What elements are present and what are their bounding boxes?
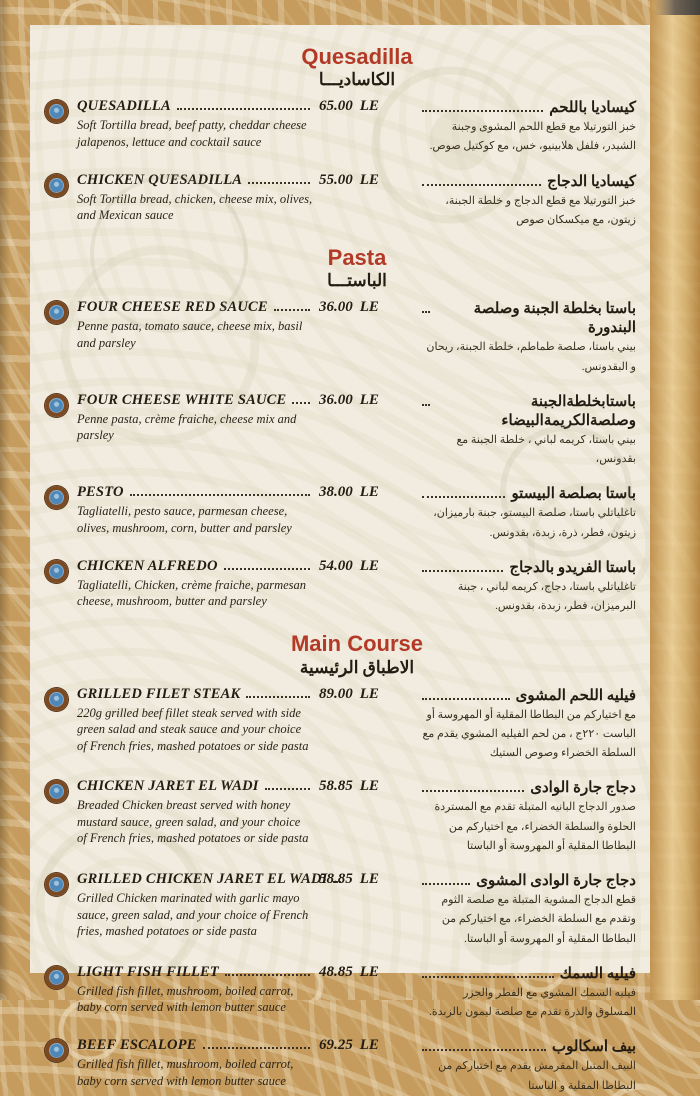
item-name-ar: فيليه اللحم المشوى xyxy=(515,687,636,704)
price-amount: 58.85 xyxy=(319,871,353,888)
item-english-block xyxy=(77,299,313,351)
item-name-ar: دجاج جارة الوادى المشوى xyxy=(476,873,636,890)
item-name-en: CHICKEN QUESADILLA xyxy=(77,171,243,188)
item-price xyxy=(313,558,414,575)
item-name-line-en xyxy=(77,1037,313,1054)
item-name-line-en xyxy=(77,484,313,501)
photo-corner-shadow xyxy=(654,0,700,15)
brand-seal-icon xyxy=(45,966,68,989)
item-description-en: 220g grilled beef fillet steak served with side green salad and steak sauce and your choice of French fries, mashed potatoes or side pasta xyxy=(77,705,309,753)
price-amount: 58.85 xyxy=(319,778,353,795)
item-name-line-en xyxy=(77,686,313,703)
item-description-en: Grilled fish fillet, mushroom, boiled carrot, baby corn served with lemon butter sauce xyxy=(77,983,294,1015)
item-name-line-ar xyxy=(420,964,636,983)
dotted-leader-ar xyxy=(422,976,554,978)
item-price xyxy=(313,964,414,981)
item-description-en: Grilled fish fillet, mushroom, boiled carrot, baby corn served with lemon butter sauce xyxy=(77,1057,294,1088)
item-english-block xyxy=(77,172,313,224)
item-price xyxy=(313,686,414,703)
menu-item-row xyxy=(30,964,640,1023)
price-currency: LE xyxy=(359,299,379,316)
dotted-leader xyxy=(177,108,310,110)
item-english-block xyxy=(77,778,313,847)
item-name-en: LIGHT FISH FILLET xyxy=(77,963,219,980)
item-price xyxy=(313,299,414,316)
dotted-leader-ar xyxy=(422,790,524,792)
item-description-en: Penne pasta, tomato sauce, cheese mix, basil and parsley xyxy=(77,319,303,350)
item-name-line-ar xyxy=(420,299,636,337)
brand-seal-icon xyxy=(45,688,68,711)
item-description-en: Tagliatelli, Chicken, crème fraiche, parmesan cheese, mushroom, butter and parsley xyxy=(77,577,307,609)
item-description-ar: تاغلياتلي باستا، صلصة البيستو، جبنة بارميزان، زيتون، فطر، ذرة، زبدة، بقدونس. xyxy=(433,507,636,539)
item-description-ar: صدور الدجاج البانيه المتبلة تقدم مع المستردة الحلوة والسلطة الخضراء، مع اختياركم من البطاطا المقلية أو المهروسة أو الباستا xyxy=(434,801,636,852)
item-price xyxy=(313,778,414,795)
item-arabic-block xyxy=(414,558,640,617)
item-description-ar: مع اختياركم من البطاطا المقلية أو المهروسة أو الباست ٢٢٠ج ، من لحم الفيليه المشوي يقدم مع السلطة الخضراء وصوص الستيك xyxy=(422,708,636,760)
item-description-en: Penne pasta, crème fraiche, cheese mix and parsley xyxy=(77,411,297,443)
dotted-leader-ar xyxy=(422,883,470,885)
dotted-leader-ar xyxy=(422,496,505,498)
dotted-leader xyxy=(203,1047,310,1049)
item-name-en: GRILLED CHICKEN JARET EL WADI xyxy=(77,871,328,888)
price-amount: 48.85 xyxy=(319,963,353,980)
item-name-line-ar xyxy=(420,172,636,191)
item-name-ar: كيساديا باللحم xyxy=(549,100,636,117)
item-description-ar: خبز التورتيلا مع قطع الدجاج و خلطة الجبنة، زيتون، مع ميكسكان صوص xyxy=(445,194,636,226)
dotted-leader xyxy=(248,182,310,184)
item-description-ar: فيليه السمك المشوي مع الفطر والجزر المسلوق والذرة تقدم مع صلصة ليمون بالزبدة. xyxy=(429,986,636,1019)
item-arabic-block xyxy=(414,871,640,949)
item-english-block xyxy=(77,1037,313,1089)
item-name-en: PESTO xyxy=(77,484,124,501)
item-description-en: Soft Tortilla bread, beef patty, cheddar cheese jalapenos, lettuce and cocktail sauce xyxy=(77,118,307,149)
page-spine-shadow xyxy=(0,0,10,1000)
item-name-line-en xyxy=(77,871,328,888)
item-name-line-ar xyxy=(420,686,636,705)
price-currency: LE xyxy=(359,871,379,888)
item-name-ar: فيليه السمك xyxy=(559,965,636,982)
section-title-en: Pasta xyxy=(327,245,387,271)
dotted-leader xyxy=(292,402,310,404)
price-amount: 55.00 xyxy=(319,171,353,188)
brand-seal-icon xyxy=(45,560,68,583)
item-price xyxy=(313,871,414,888)
item-price xyxy=(313,392,414,409)
item-arabic-block xyxy=(414,392,640,470)
dotted-leader xyxy=(130,494,310,496)
price-amount: 36.00 xyxy=(319,391,353,408)
item-name-ar: باستابخلطةالجبنة وصلصةالكريمةالبيضاء xyxy=(501,393,636,429)
dotted-leader xyxy=(274,309,310,311)
price-currency: LE xyxy=(359,557,379,574)
dotted-leader xyxy=(265,788,310,790)
price-currency: LE xyxy=(359,98,379,115)
price-currency: LE xyxy=(359,685,379,702)
menu-item-row xyxy=(30,1037,640,1096)
price-currency: LE xyxy=(359,963,379,980)
item-arabic-block xyxy=(414,686,640,764)
menu-item-row xyxy=(30,484,640,543)
item-name-line-en xyxy=(77,392,313,409)
section-title-ar: الباستـــا xyxy=(327,271,387,291)
item-arabic-block xyxy=(414,299,640,377)
price-currency: LE xyxy=(359,484,379,501)
menu-item-row xyxy=(30,778,640,856)
item-description-ar: البيف المتبل المقرمش يقدم مع اختياركم من البطاطا المقلية و الباستا xyxy=(438,1060,636,1092)
item-price xyxy=(313,1037,414,1054)
item-english-block xyxy=(77,686,313,755)
item-english-block xyxy=(77,98,313,150)
item-name-ar: كيساديا الدجاج xyxy=(547,173,636,190)
section-title-en: Quesadilla xyxy=(301,44,413,69)
item-name-line-ar xyxy=(420,1037,636,1056)
dotted-leader xyxy=(224,568,310,570)
page-edge-gilt xyxy=(650,0,700,1000)
menu-item-row xyxy=(30,686,640,764)
item-arabic-block xyxy=(414,98,640,157)
brand-seal-icon xyxy=(45,301,68,324)
price-currency: LE xyxy=(359,391,379,408)
menu-item-row xyxy=(30,871,640,949)
dotted-leader-ar xyxy=(422,570,503,572)
item-description-ar: بيني باستا، كريمه لباني ، خلطة الجبنة مع بقدونس، xyxy=(456,433,636,466)
menu-item-row xyxy=(30,392,640,470)
item-english-block xyxy=(77,558,313,610)
dotted-leader-ar xyxy=(422,110,543,112)
item-name-line-en xyxy=(77,558,313,575)
item-name-line-en xyxy=(77,299,313,316)
item-price xyxy=(313,172,414,189)
menu-item-row xyxy=(30,98,640,157)
menu-page xyxy=(30,25,650,1092)
item-name-en: FOUR CHEESE WHITE SAUCE xyxy=(77,391,287,408)
item-description-en: Soft Tortilla bread, chicken, cheese mix, olives, and Mexican sauce xyxy=(77,191,313,223)
dotted-leader-ar xyxy=(422,184,541,186)
item-name-en: CHICKEN JARET EL WADI xyxy=(77,778,259,795)
dotted-leader-ar xyxy=(422,311,430,313)
price-currency: LE xyxy=(359,778,379,795)
item-name-en: CHICKEN ALFREDO xyxy=(77,557,218,574)
brand-seal-icon xyxy=(45,1039,68,1062)
item-description-ar: بيني باستا، صلصة طماطم، خلطة الجبنة، ريحان و البقدونس. xyxy=(426,341,636,373)
section-title-ar: الاطباق الرئيسية xyxy=(299,657,415,677)
item-name-line-ar xyxy=(420,871,636,890)
item-name-ar: باستا بخلطة الجبنة وصلصة البندورة xyxy=(473,301,636,337)
dotted-leader-ar xyxy=(422,404,430,406)
item-name-ar: دجاج جارة الوادى xyxy=(530,780,636,797)
dotted-leader xyxy=(246,696,310,698)
section-header xyxy=(52,45,662,90)
item-name-line-ar xyxy=(420,98,636,117)
item-english-block xyxy=(77,392,313,444)
item-name-line-en xyxy=(77,172,313,189)
price-amount: 38.00 xyxy=(319,484,353,501)
item-description-ar: قطع الدجاج المشوية المتبلة مع صلصة الثوم وتقدم مع السلطة الخضراء، مع اختياركم من البطاطا المقلية أو المهروسة أو الباستا. xyxy=(441,894,636,945)
item-name-line-ar xyxy=(420,484,636,503)
item-name-line-en xyxy=(77,964,313,981)
item-name-line-ar xyxy=(420,392,636,430)
section-header xyxy=(52,632,662,677)
item-name-line-en xyxy=(77,98,313,115)
price-amount: 69.25 xyxy=(319,1037,353,1054)
menu-item-row xyxy=(30,558,640,617)
brand-seal-icon xyxy=(45,486,68,509)
item-arabic-block xyxy=(414,1037,640,1096)
item-english-block xyxy=(77,964,313,1016)
section-header xyxy=(52,246,662,291)
item-name-ar: باستا بصلصة البيستو xyxy=(511,486,636,503)
brand-seal-icon xyxy=(45,174,68,197)
item-arabic-block xyxy=(414,964,640,1023)
item-arabic-block xyxy=(414,778,640,856)
item-description-en: Grilled Chicken marinated with garlic mayo sauce, green salad, and your choice of French fries, mashed potatoes or side pasta xyxy=(77,891,309,939)
menu-sections xyxy=(30,45,640,1096)
section-title-ar: الكاساديـــا xyxy=(318,70,396,90)
item-price xyxy=(313,484,414,501)
brand-seal-icon xyxy=(45,100,68,123)
dotted-leader-ar xyxy=(422,698,510,700)
price-currency: LE xyxy=(359,171,379,188)
item-name-ar: بيف اسكالوب xyxy=(551,1039,636,1056)
dotted-leader-ar xyxy=(422,1049,546,1051)
price-currency: LE xyxy=(359,1037,379,1054)
price-amount: 65.00 xyxy=(319,98,353,115)
item-english-block xyxy=(77,871,328,940)
item-description-ar: خبز التورتيلا مع قطع اللحم المشوى وجبنة الشيدر، فلفل هلابينيو، خس، مع كوكتيل صوص. xyxy=(429,121,636,153)
item-description-en: Tagliatelli, pesto sauce, parmesan cheese, olives, mushroom, corn, butter and parsley xyxy=(77,504,292,535)
item-name-en: QUESADILLA xyxy=(77,98,171,115)
menu-item-row xyxy=(30,299,640,377)
item-name-en: FOUR CHEESE RED SAUCE xyxy=(77,299,268,316)
item-name-en: BEEF ESCALOPE xyxy=(77,1037,197,1054)
dotted-leader xyxy=(225,974,310,976)
item-name-line-ar xyxy=(420,778,636,797)
item-description-ar: تاغلياتلي باستا، دجاج، كريمه لباني ، جبنة البرميزان، فطر، زبدة، بقدونس. xyxy=(457,580,636,613)
brand-seal-icon xyxy=(45,873,68,896)
brand-seal-icon xyxy=(45,780,68,803)
item-price xyxy=(313,98,414,115)
item-name-en: GRILLED FILET STEAK xyxy=(77,685,241,702)
price-amount: 54.00 xyxy=(319,557,353,574)
item-english-block xyxy=(77,484,313,536)
section-title-en: Main Course xyxy=(290,631,424,657)
brand-seal-icon xyxy=(45,394,68,417)
item-name-ar: باستا الفريدو بالدجاج xyxy=(509,559,636,576)
price-amount: 36.00 xyxy=(319,299,353,316)
menu-item-row xyxy=(30,172,640,231)
item-arabic-block xyxy=(414,484,640,543)
price-amount: 89.00 xyxy=(319,685,353,702)
item-name-line-ar xyxy=(420,558,636,577)
item-description-en: Breaded Chicken breast served with honey mustard sauce, green salad, and your choice of French fries, mashed potatoes or side pasta xyxy=(77,798,309,846)
item-name-line-en xyxy=(77,778,313,795)
item-arabic-block xyxy=(414,172,640,231)
